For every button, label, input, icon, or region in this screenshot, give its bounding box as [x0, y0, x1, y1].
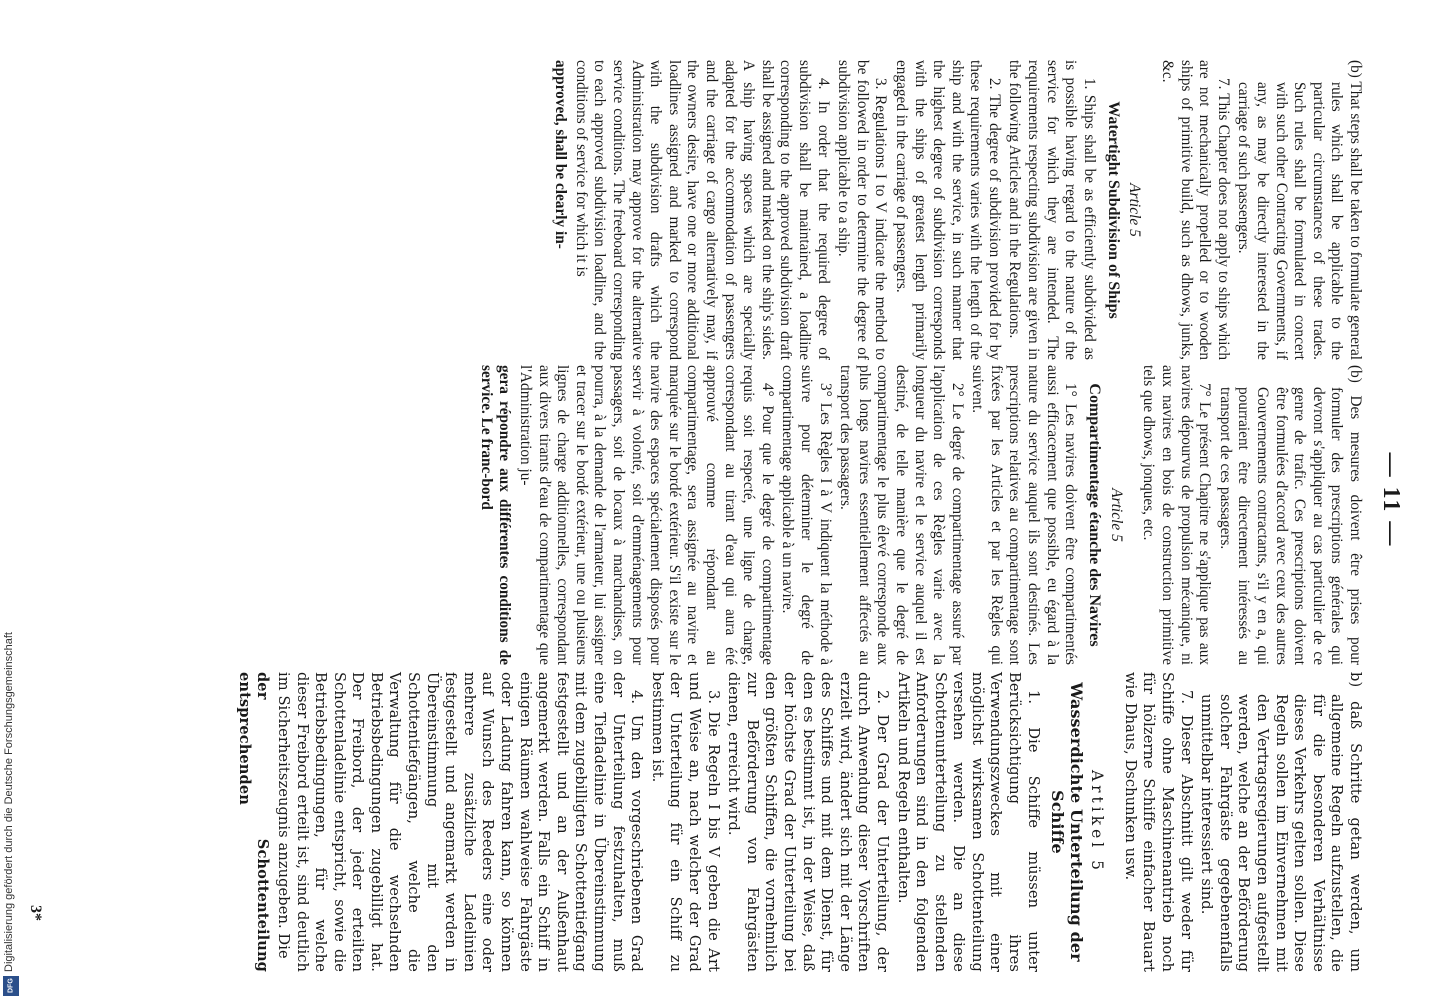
english-paragraph-1: 1. Ships shall be as efficiently subdivided as is possible having regard to the nature of the service for which they are intended. The requirements respecting subdivision are given in the following Articles and in the Regulations.: [1006, 60, 1098, 360]
english-article-heading: Article 5: [1126, 183, 1144, 237]
german-paragraph-2: 2. Der Grad der Unterteilung, der durch Anwendung dieser Vorschriften erzielt wird, ändert sich mit der Länge des Schiffes und mit dem Dienst, für den es bestimmt ist, in der Weise, daß der höchste Grad der Unterteilung bei den größten Schiffen, die vornehmlich zur Beförderung von Fahrgästen dienen, erreicht wird.: [725, 672, 891, 972]
english-paragraph-4: 4. In order that the required degree of subdivision shall be maintained, a loadline corresponding to the approved subdivision draft shall be assigned and marked on the ship's sides. A ship having spaces which are specially adapted for the accommodation of passengers and the carriage of cargo alternatively may, if the owners desire, have one or more additional loadlines assigned and marked to correspond with the subdivision drafts which the Administration may approve for the alternative service conditions. The freeboard corresponding to each approved subdivision loadline, and the conditions of service for which it is: [572, 60, 832, 360]
french-paragraph-2: 2° Le degré de compartimentage assuré par l'application de ces Règles varie avec la longueur du navire et le service auquel il est destiné, de telle manière que le degré de compartimentage le plus élevé corresponde aux plus longs navires essentiellement affectés au transport des passagers.: [837, 365, 966, 665]
german-column: [232, 672, 1364, 972]
french-paragraph-4: 4° Pour que le degré de compartimentage requis soit respecté, une ligne de charge, correspondant au tirant d'eau qui aura été approuvé comme répondant au compartimentage, sera assignée au navire et marquée sur le bordé extérieur. S'il existe sur le navire des espaces spécialement disposés pour servir à volonté, soit d'emménagements pour passagers, soit de locaux à marchandises, on pourra, à la demande de l'armateur, lui assigner et tracer sur le bordé extérieur, une ou plusieurs lignes de charge additionnelles, correspondant aux divers tirants d'eau de compartimentage que l'Administration ju-: [517, 365, 776, 665]
digitization-sidebar: [0, 0, 24, 1000]
page-number: — 11 —: [1378, 452, 1404, 548]
german-paragraph-4: 4. Um den vorgeschriebenen Grad der Unterteilung festzuhalten, muß eine Tiefladelinie in Übereinstimmung mit dem zugebilligten Schottentiefgang festgestellt und an der Außenhaut angemerkt werden. Falls ein Schiff in einigen Räumen wahlweise Fahrgäste oder Ladung fahren kann, so können auf Wunsch des Reeders eine oder mehrere zusätzliche Ladelinien festgestellt und angemarkt werden in Übereinstimmung mit den Schottentiefgängen, welche die Verwaltung für die wechselnden Betriebsbedingungen zugebilligt hat. Der Freibord, der jeder erteilten Schottenladelinie entspricht, sowie die Betriebsbedingungen, für welche dieser Freibord erteilt ist, sind deutlich im Sicherheitszeugnis anzugeben. Die: [274, 672, 646, 972]
english-paragraph-b: (b) That steps shall be taken to formulate general rules which shall be applicable to the particular circumstances of these trades. Such rules shall be formulated in concert with such other Contracting Governments, if any, as may be directly interested in the carriage of such passengers.: [1235, 60, 1364, 360]
german-paragraph-3: 3. Die Regeln I bis V geben die Art und Weise an, nach welcher der Grad der Unterteilung für ein Schiff zu bestimmen ist.: [648, 672, 722, 972]
english-paragraph-3: 3. Regulations I to V indicate the method to be followed in order to determine the degree of subdivision applicable to a ship.: [835, 60, 890, 360]
german-paragraph-1: 1. Die Schiffe müssen unter Berücksichtigung ihres Verwendungszweckes mit einer möglichst wirksamen Schottenteilung versehen werden. Die an diese Schottenunterteilung zu stellenden Anforderungen sind in den folgenden Artikeln und Regeln enthalten.: [894, 672, 1042, 972]
english-paragraph-7: 7. This Chapter does not apply to ships which are not mechanically propelled or to wooden ships of primitive build, such as dhows, junks, &c.: [1159, 60, 1232, 360]
german-paragraph-4-end: der Schottenteilung entsprechenden: [235, 672, 272, 972]
german-article-title: Wasserdichte Unterteilung der Schiffe: [1047, 682, 1086, 962]
french-article-title: Compartimentage étanche des Navires: [1086, 383, 1104, 647]
german-article-heading: Artikel 5: [1088, 769, 1107, 875]
digitization-note: Digitalisierung gefördert durch die Deutsche Forschungsgemeinschaft: [3, 632, 15, 972]
french-paragraph-b: (b) Des mesures doivent être prises pour formuler des prescriptions générales qui devront s'appliquer au cas particulier de ce genre de trafic. Ces prescriptions doivent être formulées d'accord avec ceux des autres Gouvernements contractants, s'il y en a, qui pourraient être directement intéressés au transport de ces passagers.: [1216, 365, 1364, 665]
english-paragraph-4-end: approved, shall be clearly in-: [552, 60, 570, 249]
english-column: [549, 60, 1364, 360]
french-paragraph-7: 7° Le présent Chapitre ne s'applique pas aux navires dépourvus de propulsion mécanique, ni aux navires en bois de construction primitive tels que dhows, jonques, etc.: [1140, 365, 1214, 665]
signature-mark: 3*: [27, 905, 44, 921]
german-paragraph-7: 7. Dieser Abschnitt gilt weder für Schiffe ohne Maschinenantrieb noch für hölzerne Schiffe einfacher Bauart wie Dhaus, Dschunken usw.: [1121, 672, 1195, 972]
french-paragraph-3: 3° Les Règles I à V indiquent la méthode à suivre pour déterminer le degré de compartimentage applicable à un navire.: [779, 365, 834, 665]
french-article-heading: Article 5: [1107, 488, 1125, 542]
german-paragraph-b: b) daß Schritte getan werden, um allgemeine Regeln aufzustellen, die für die besonderen Verhältnisse dieses Verkehrs gelten sollen. Diese Regeln sollen im Einvernehmen mit den Vertragsregierungen aufgestellt werden, welche an der Beförderung solcher Fahrgäste gegebenenfalls unmittelbar interessiert sind.: [1198, 672, 1364, 972]
english-article-title: Watertight Subdivision of Ships: [1104, 101, 1122, 319]
french-paragraph-1: 1° Les navires doivent être compartimentés aussi efficacement que possible, eu égard à la nature du service auquel ils sont destinés. Les prescriptions relatives au compartimentage sont fixées par les Articles et par les Règles qui suivent.: [969, 365, 1080, 665]
french-column: [474, 365, 1364, 665]
dfg-logo: DFG: [3, 976, 19, 996]
french-paragraph-4-end: gera répondre aux différentes conditions de service. Le franc-bord: [477, 365, 514, 665]
english-paragraph-2: 2. The degree of subdivision provided for by these requirements varies with the length of the ship and with the service, in such manner that the highest degree of subdivision corresponds with the ships of greatest length primarily engaged in the carriage of passengers.: [892, 60, 1003, 360]
